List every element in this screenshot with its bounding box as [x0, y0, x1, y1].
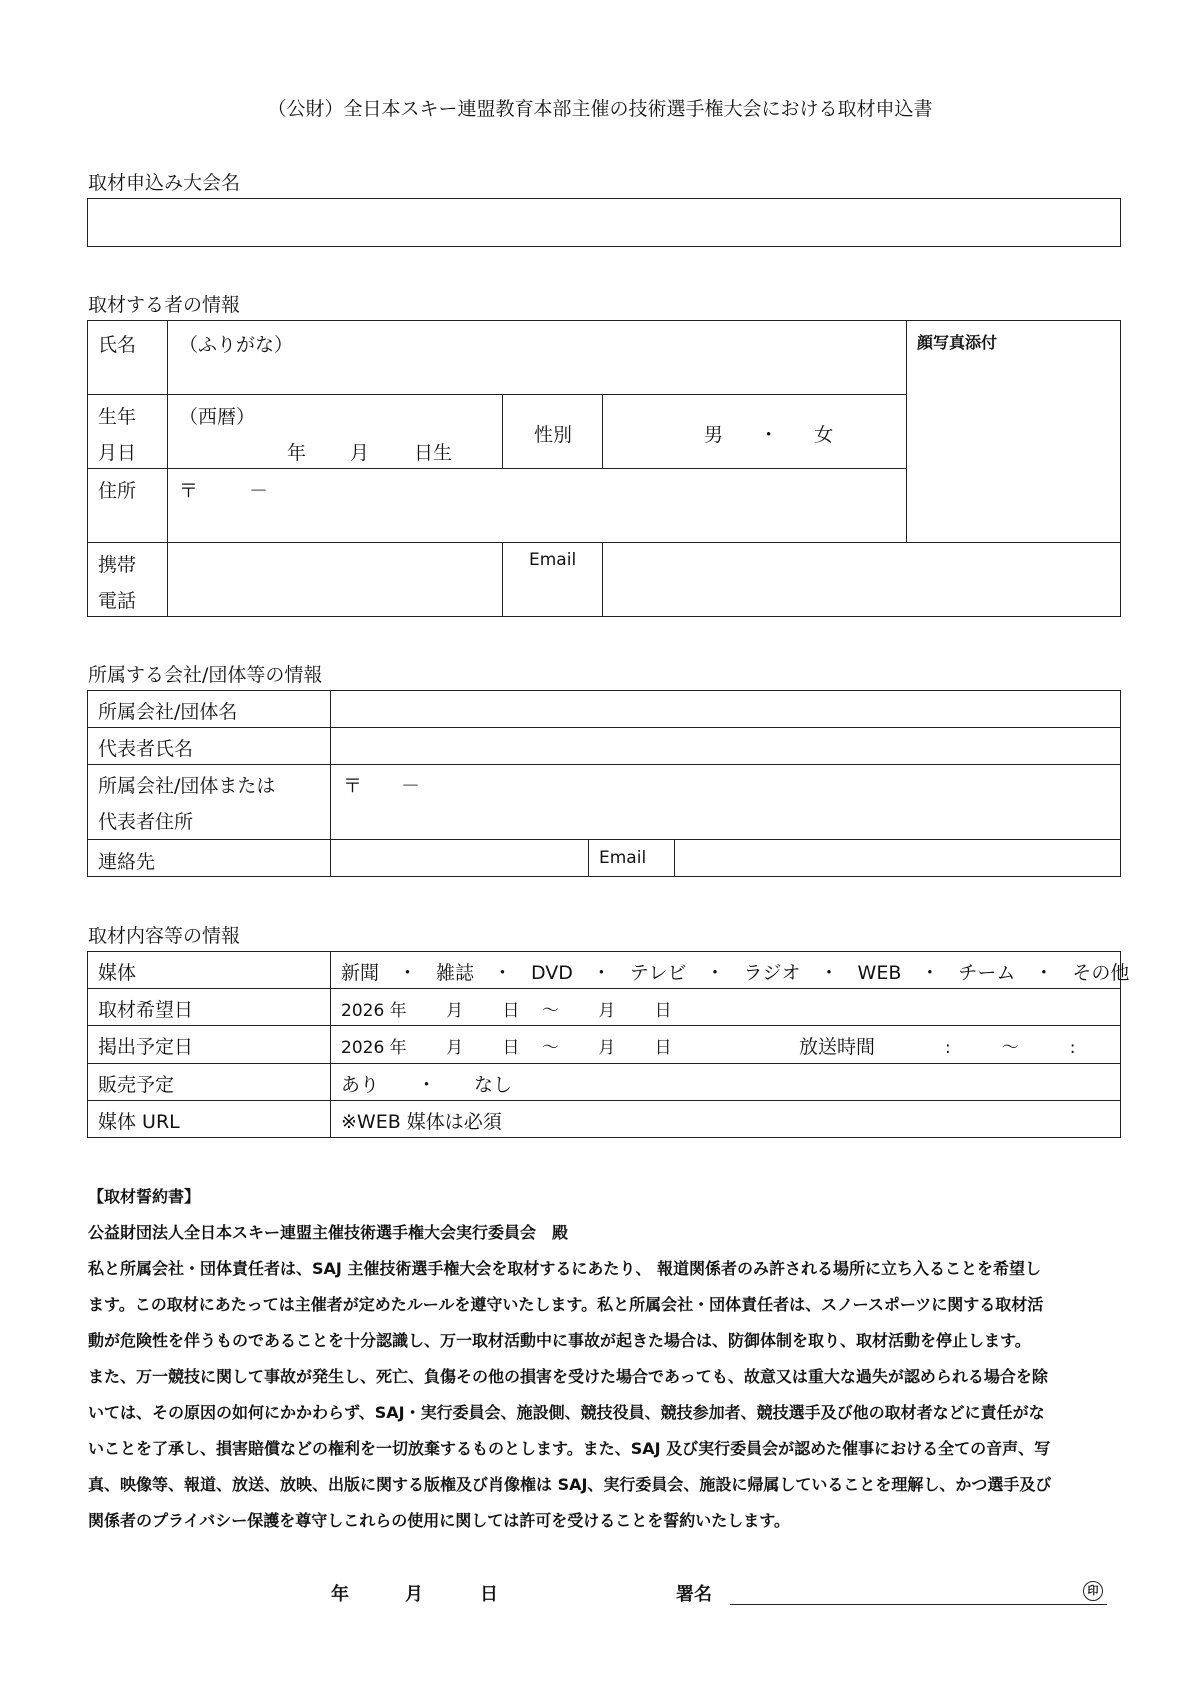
company-info-table [87, 690, 1121, 877]
email-label: Email [529, 550, 577, 570]
pledge-line: 関係者のプライバシー保護を尊守しこれらの使用に関しては許可を受けることを誓約いたします。 [88, 1511, 790, 1530]
pledge-line: ます。この取材にあたっては主催者が定めたルールを遵守いたします。私と所属会社・団体責任者は、スノースポーツに関する取材活 [88, 1295, 1044, 1314]
broadcast-time-value[interactable]: : ～ : [945, 1038, 1076, 1058]
pledge-line: いことを了承し、損害賠償などの権利を一切放棄するものとします。また、SAJ 及び実行委員会が認めた催事における全ての音声、写 [88, 1439, 1051, 1458]
media-label: 媒体 [98, 962, 137, 984]
sign-year-unit: 年 [331, 1584, 349, 1605]
birth-day-unit: 日生 [414, 442, 453, 464]
gender-label: 性別 [534, 424, 573, 446]
company-address-label-2: 代表者住所 [98, 811, 194, 833]
pledge-line: 動が危険性を伴うものであることを十分認識し、万一取材活動中に事故が起きた場合は、防御体制を取り、取材活動を停止します。 [88, 1331, 1031, 1350]
gender-separator: ・ [759, 424, 779, 446]
sign-month-unit: 月 [405, 1584, 423, 1605]
publish-date-value[interactable]: 2026 年 月 日 ～ 月 日 [341, 1038, 672, 1058]
contact-label: 連絡先 [98, 851, 156, 873]
photo-label: 顔写真添付 [917, 333, 998, 352]
gender-female[interactable]: 女 [814, 424, 834, 446]
company-address-label-1: 所属会社/団体または [98, 775, 276, 797]
coverage-info-table [87, 951, 1130, 1138]
name-label: 氏名 [98, 334, 137, 356]
company-email-label: Email [599, 848, 647, 868]
media-options[interactable]: 新聞 ・ 雑誌 ・ DVD ・ テレビ ・ ラジオ ・ WEB ・ チーム ・ その他 [341, 962, 1130, 984]
name-field[interactable] [169, 360, 904, 392]
company-section-label: 所属する会社/団体等の情報 [88, 664, 323, 686]
media-url-note[interactable]: ※WEB 媒体は必須 [341, 1111, 502, 1133]
pledge-line: 真、映像等、報道、放送、放映、出版に関する版権及び肖像権は SAJ、実行委員会、施設に帰属していることを理解し、かつ選手及び [88, 1475, 1052, 1494]
pledge-addressee: 公益財団法人全日本スキー連盟主催技術選手権大会実行委員会 殿 [88, 1223, 569, 1242]
reporter-info-table [87, 320, 1121, 617]
desired-date-value[interactable]: 2026 年 月 日 ～ 月 日 [341, 1001, 672, 1021]
sign-day-unit: 日 [480, 1584, 498, 1605]
rep-name-field[interactable] [332, 729, 1119, 763]
mobile-field[interactable] [169, 544, 500, 615]
document-title: （公財）全日本スキー連盟教育本部主催の技術選手権大会における取材申込書 [267, 98, 933, 120]
company-name-label: 所属会社/団体名 [98, 701, 238, 723]
seireki-label: （西暦） [179, 406, 256, 428]
company-postal-dash: － [401, 775, 421, 797]
desired-date-label: 取材希望日 [98, 999, 194, 1021]
sales-label: 販売予定 [98, 1074, 175, 1096]
furigana-label: （ふりがな） [179, 334, 294, 356]
media-url-label: 媒体 URL [98, 1111, 180, 1133]
company-email-field[interactable] [676, 841, 1119, 875]
birth-label-2: 月日 [98, 442, 137, 464]
sales-options[interactable]: あり ・ なし [341, 1074, 513, 1096]
event-section-label: 取材申込み大会名 [88, 172, 241, 194]
photo-attachment-area[interactable] [908, 356, 1118, 540]
email-field[interactable] [604, 544, 1119, 615]
signature-row [0, 1580, 1200, 1620]
gender-options[interactable] [704, 420, 833, 447]
address-field[interactable] [169, 470, 904, 540]
mobile-label-2: 電話 [98, 590, 137, 612]
sign-label: 署名 [676, 1584, 712, 1605]
birth-year-unit: 年 [287, 442, 307, 464]
pledge-line: いては、その原因の如何にかかわらず、SAJ・実行委員会、施設側、競技役員、競技参加者、競技選手及び他の取材者などに責任がな [88, 1403, 1045, 1422]
signature-line[interactable] [730, 1604, 1107, 1605]
seal-icon: 印 [1083, 1581, 1103, 1601]
gender-male[interactable]: 男 [704, 424, 724, 446]
pledge-heading: 【取材誓約書】 [88, 1187, 201, 1206]
rep-name-label: 代表者氏名 [98, 738, 194, 760]
coverage-section-label: 取材内容等の情報 [88, 925, 241, 947]
contact-field[interactable] [332, 841, 586, 875]
birth-label-1: 生年 [98, 406, 137, 428]
birth-month-unit: 月 [350, 442, 370, 464]
mobile-label-1: 携帯 [98, 554, 137, 576]
postal-dash: － [249, 480, 269, 502]
broadcast-time-label: 放送時間 [799, 1036, 876, 1058]
company-name-field[interactable] [332, 692, 1119, 726]
company-address-field[interactable] [332, 766, 1119, 838]
address-label: 住所 [98, 480, 137, 502]
pledge-body [88, 1256, 1051, 1544]
pledge-line: 私と所属会社・団体責任者は、SAJ 主催技術選手権大会を取材するにあたり、 報道関係者のみ許される場所に立ち入ることを希望し [88, 1259, 1042, 1278]
event-name-field[interactable] [87, 198, 1121, 247]
publish-date-label: 掲出予定日 [98, 1036, 194, 1058]
postal-mark: 〒 [179, 480, 199, 502]
pledge-line: また、万一競技に関して事故が発生し、死亡、負傷その他の損害を受けた場合であっても、故意又は重大な過失が認められる場合を除 [88, 1367, 1048, 1386]
company-postal-mark: 〒 [343, 775, 363, 797]
reporter-section-label: 取材する者の情報 [88, 294, 241, 316]
